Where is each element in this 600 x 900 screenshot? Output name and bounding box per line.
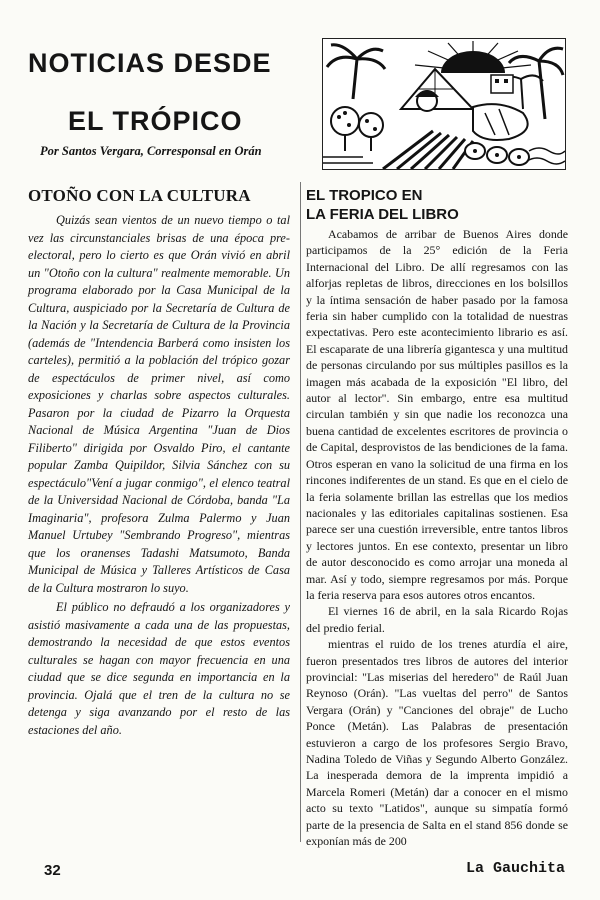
- right-heading-line-1: EL TROPICO EN: [306, 187, 423, 204]
- right-paragraph-2: El viernes 16 de abril, en la sala Ricardo Rojas del predio ferial.: [306, 604, 568, 635]
- left-paragraph-2: El público no defraudó a los organizadores y asistió masivamente a cada una de las propuestas, demostrando la necesidad de que estos eventos culturales se hagan con mayor frecuencia en una ciudad que se dice segunda en importancia en la provincia. Ojalá que el tren de la cultura no se detenga y siga avanzando por el resto de las estaciones del año.: [28, 600, 290, 737]
- left-article-heading: OTOÑO CON LA CULTURA: [28, 186, 251, 205]
- right-article-heading: [306, 186, 568, 224]
- article-otono-con-la-cultura: [28, 186, 290, 739]
- title-line-2: EL TRÓPICO: [68, 106, 243, 136]
- column-divider: [300, 182, 301, 842]
- right-paragraph-3: mientras el ruido de los trenes aturdía el aire, fueron presentados tres libros de autores del interior provincial: "Las miserias del heredero" de Raúl Juan Reynoso (Orán). "Las vueltas del perro" de Santos Vergara (Orán) y "Canciones del obraje" de Lucho Ponce (Metán). Las Palabras de presentación estuvieron a cargo de los profesores Sergio Bravo, Nadina Toledo de Viñas y Segundo Alberto González. La inesperada demora de la imprenta impidió a Marcela Romeri (Metán) dar a conocer en el mismo acto su texto "Latidos", aunque su simpatía formó parte de la presencia de Salta en el stand 856 donde se exponían más de 200: [306, 637, 568, 849]
- tropical-landscape-illustration: [322, 38, 566, 170]
- magazine-name: La Gauchita: [466, 860, 566, 877]
- left-article-body: [28, 212, 290, 739]
- right-heading-line-2: LA FERIA DEL LIBRO: [306, 206, 459, 223]
- byline: Por Santos Vergara, Corresponsal en Orán: [40, 144, 262, 158]
- article-feria-del-libro: [306, 186, 568, 849]
- right-paragraph-1: Acabamos de arribar de Buenos Aires donde participamos de la 25° edición de la Feria Internacional del Libro. De allí regresamos con las alforjas repletas de libros, direcciones en los bolsillos y la íntima sensación de haber pasado por la famosa feria sin haber cumplido con la totalidad de nuestras expectativas. Pero este acontecimiento librario es así. El escaparate de una librería gigantesca y una multitud de personas circulando por sus múltiples pasillos es la imagen más acabada de la exposición "El libro, del autor al lector". Sin embargo, entre esa multitud circulan también y sin que nadie los reconozca una buena cantidad de excelentes escritores de provincia o de Capital, desprovistos de las bendiciones de la fama. Otros esperan en vano la solicitud de una firma en los rincones indiferentes de un stand. Es que en el cielo de la feria solamente brillan las estrellas que los medios nacionales y las editoriales capitalinas sostienen. Esa parece ser una cuestión irreversible, entre tantos libros y lectores juntos. En ese contexto, presentar un libro de autor desconocido es como arrojar una moneda al mar. Así y todo, siempre regresamos por más. Porque la feria reserva para esos autores otros encantos.: [306, 227, 568, 602]
- title-line-1: NOTICIAS DESDE: [28, 48, 272, 78]
- right-article-body: [306, 226, 568, 849]
- page-number: 32: [44, 862, 61, 879]
- woodcut-drawing: [323, 39, 565, 169]
- page-title: [28, 34, 320, 150]
- left-paragraph-1: Quizás sean vientos de un nuevo tiempo o tal vez las circunstanciales brisas de una época pre-electoral, pero lo cierto es que Orán vivió en abril un "Otoño con la cultura" realmente memorable. Un programa elaborado por la Casa Municipal de la Cultura, auspiciado por la Secretaría de Cultura de la Nación y la Secretaría de Cultura de la Provincia (además de "Intendencia Barberá como insisten los carteles), permitió a la población del trópico gozar de espectáculos de primer nivel, así como exposiciones y charlas sobre aspectos culturales. Pasaron por la ciudad de Pizarro la Orquesta Nacional de Música Argentina "Juan de Dios Filiberto" dirigida por Osvaldo Piro, el cantante popular Zamba Quipildor, Silvia Sánchez con su espectáculo"Vení a jugar conmigo", el elenco teatral de la Universidad Nacional de Córdoba, banda "La Imaginaria", profesora Zulma Palermo y Juan Manuel Urtubey "Sembrando Progreso", mientras que los oranenses Tadashi Matsumoto, Banda Municipal de Música y Talleres Artísticos de Casa de la Cultura mostraron lo suyo.: [28, 213, 290, 595]
